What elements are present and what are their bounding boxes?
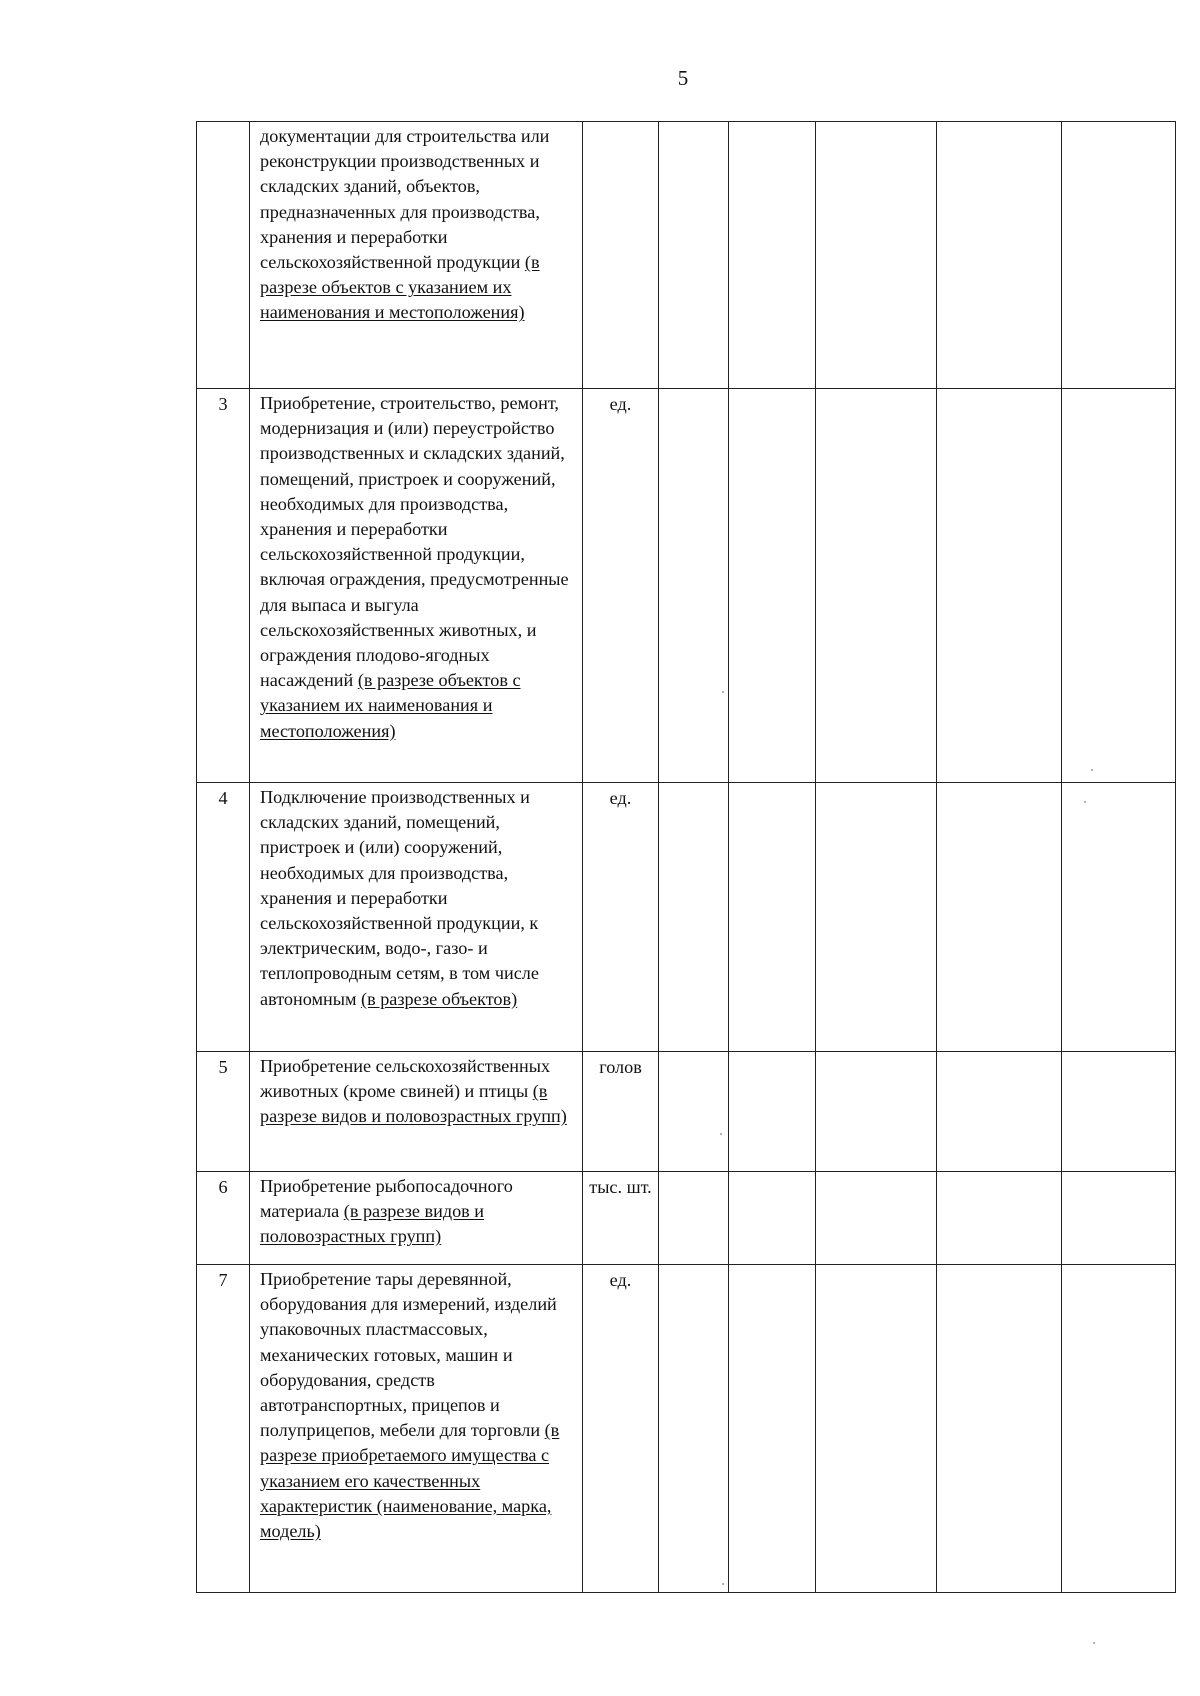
table-row: [197, 783, 1176, 1052]
row-unit: ед.: [583, 1265, 659, 1593]
page-number: 5: [677, 66, 689, 90]
row-unit: ед.: [583, 783, 659, 1052]
row-description: [250, 389, 583, 783]
scan-artifact: [722, 1583, 724, 1585]
description-text: Приобретение тары деревянной, оборудования для измерений, изделий упаковочных пластмассовых, механических готовых, машин и оборудования, средств автотранспортных, прицепов и полуприцепов, мебели для торговли: [260, 1269, 557, 1441]
table-row: [197, 1172, 1176, 1265]
empty-cell: [729, 783, 816, 1052]
empty-cell: [659, 1172, 729, 1265]
empty-cell: [729, 1052, 816, 1172]
row-number: 4: [197, 783, 250, 1052]
description-note-underlined: (в разрезе видов и половозрастных групп): [260, 1081, 567, 1127]
empty-cell: [937, 1052, 1062, 1172]
table-row: [197, 1052, 1176, 1172]
scan-artifact: [722, 691, 724, 693]
empty-cell: [1062, 1265, 1176, 1593]
row-number: 3: [197, 389, 250, 783]
empty-cell: [729, 1172, 816, 1265]
empty-cell: [659, 389, 729, 783]
empty-cell: [729, 1265, 816, 1593]
row-number: 7: [197, 1265, 250, 1593]
empty-cell: [1062, 389, 1176, 783]
description-note-underlined: (в разрезе видов и половозрастных групп): [260, 1201, 485, 1247]
empty-cell: [816, 1052, 937, 1172]
row-description: [250, 1172, 583, 1265]
empty-cell: [937, 122, 1062, 389]
scan-artifact: [1084, 801, 1086, 803]
empty-cell: [816, 783, 937, 1052]
table-row: [197, 389, 1176, 783]
scan-artifact: [1091, 769, 1093, 771]
description-note-underlined: (в разрезе объектов): [361, 988, 518, 1009]
empty-cell: [816, 389, 937, 783]
empty-cell: [1062, 1172, 1176, 1265]
row-unit: голов: [583, 1052, 659, 1172]
row-number: 6: [197, 1172, 250, 1265]
empty-cell: [1062, 122, 1176, 389]
row-unit: ед.: [583, 389, 659, 783]
table-row: [197, 122, 1176, 389]
scan-artifact: [1093, 1642, 1095, 1644]
data-table: [196, 121, 1176, 1593]
description-text: Приобретение рыбопосадочного материала: [260, 1176, 513, 1222]
empty-cell: [937, 389, 1062, 783]
empty-cell: [659, 1265, 729, 1593]
empty-cell: [816, 1172, 937, 1265]
row-number: [197, 122, 250, 389]
row-description: [250, 122, 583, 389]
row-unit: [583, 122, 659, 389]
empty-cell: [659, 1052, 729, 1172]
description-note-underlined: (в разрезе объектов с указанием их наименования и местоположения): [260, 252, 540, 323]
description-text: Приобретение сельскохозяйственных животных (кроме свиней) и птицы: [260, 1056, 551, 1102]
row-unit: тыс. шт.: [583, 1172, 659, 1265]
row-description: [250, 1265, 583, 1593]
empty-cell: [1062, 783, 1176, 1052]
row-number: 5: [197, 1052, 250, 1172]
empty-cell: [729, 389, 816, 783]
scan-artifact: [720, 1133, 722, 1135]
description-text: документации для строительства или реконструкции производственных и складских зданий, объектов, предназначенных для производства, хранения и переработки сельскохозяйственной продукции: [260, 126, 550, 273]
empty-cell: [659, 783, 729, 1052]
empty-cell: [1062, 1052, 1176, 1172]
description-note-underlined: (в разрезе приобретаемого имущества с указанием его качественных характеристик (наименование, марка, модель): [260, 1420, 560, 1542]
description-note-underlined: (в разрезе объектов с указанием их наименования и местоположения): [260, 670, 521, 741]
empty-cell: [937, 1265, 1062, 1593]
row-description: [250, 1052, 583, 1172]
empty-cell: [937, 783, 1062, 1052]
table-row: [197, 1265, 1176, 1593]
empty-cell: [816, 122, 937, 389]
description-text: Приобретение, строительство, ремонт, модернизация и (или) переустройство производственных и складских зданий, помещений, пристроек и сооружений, необходимых для производства, хранения и переработки сельскохозяйственной продукции, включая ограждения, предусмотренные для выпаса и выгула сельскохозяйственных животных, и ограждения плодово-ягодных насаждений: [260, 393, 569, 691]
row-description: [250, 783, 583, 1052]
empty-cell: [659, 122, 729, 389]
description-text: Подключение производственных и складских зданий, помещений, пристроек и (или) сооружений, необходимых для производства, хранения и переработки сельскохозяйственной продукции, к электрическим, водо-, газо- и теплопроводным сетям, в том числе автономным: [260, 787, 539, 1009]
empty-cell: [816, 1265, 937, 1593]
empty-cell: [937, 1172, 1062, 1265]
empty-cell: [729, 122, 816, 389]
